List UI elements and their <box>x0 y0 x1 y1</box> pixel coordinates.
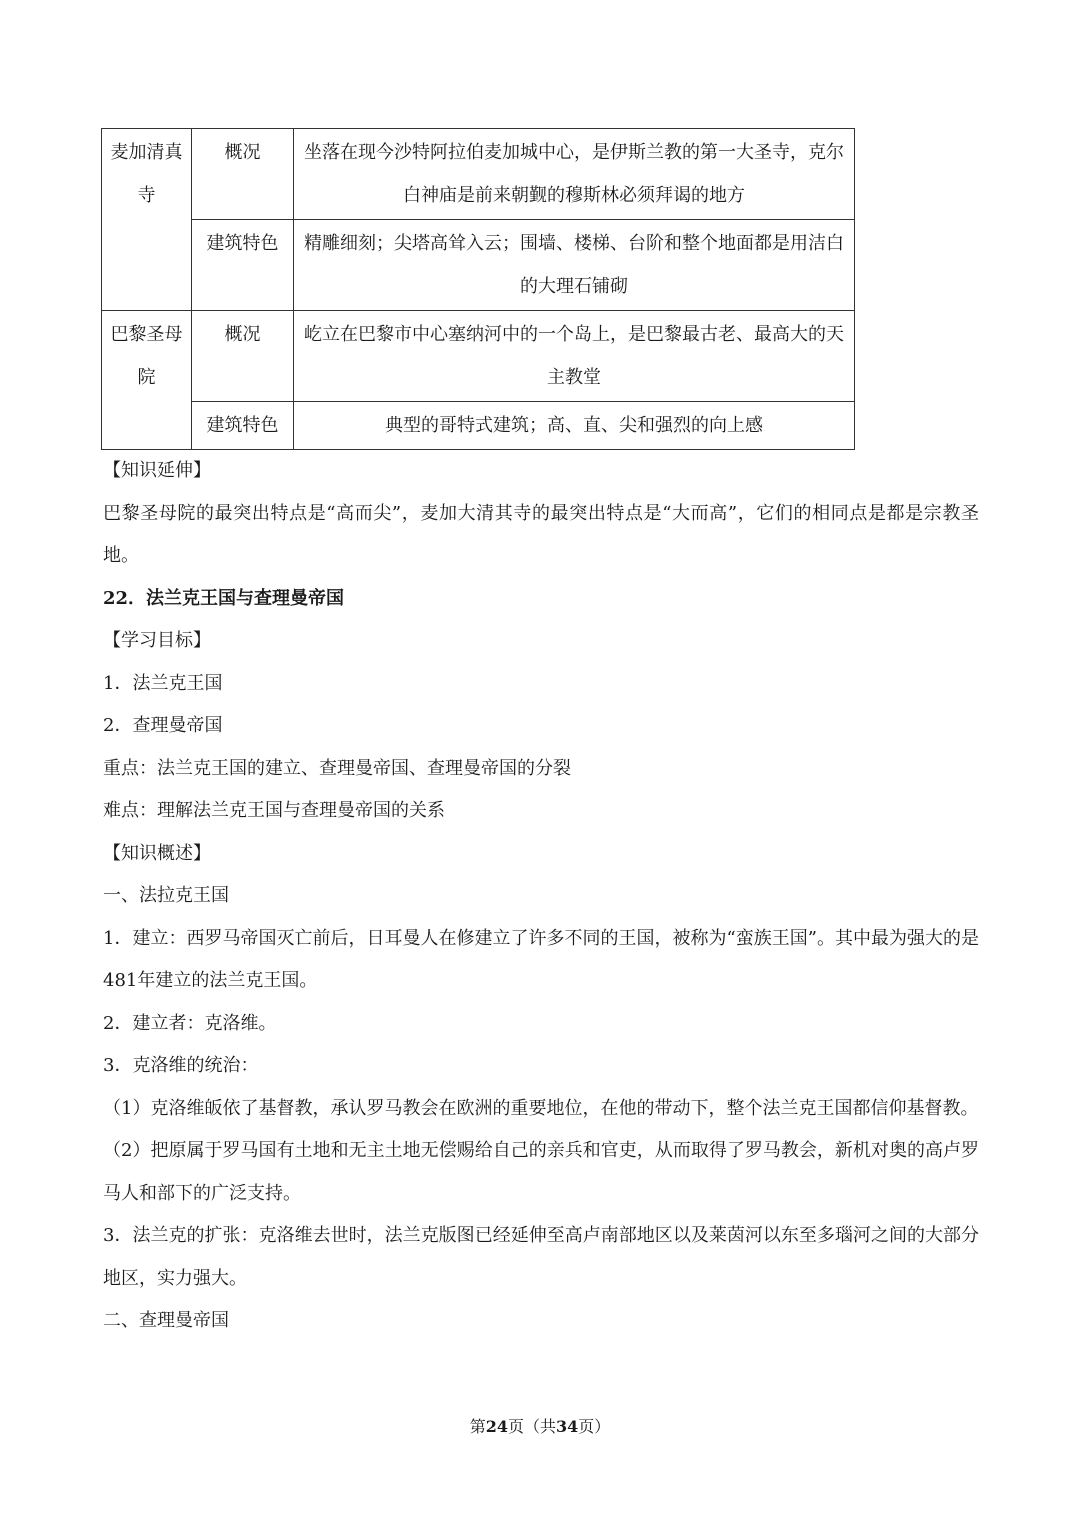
table-cell-content: 坐落在现今沙特阿拉伯麦加城中心，是伊斯兰教的第一大圣寺，克尔白神庙是前来朝觐的穆斯林必须拜谒的地方 <box>294 129 855 220</box>
part-two-title: 二、查理曼帝国 <box>103 1310 229 1331</box>
learning-goal-item: 2．查理曼帝国 <box>103 715 223 736</box>
table-cell-name: 巴黎圣母院 <box>102 311 192 450</box>
table-cell-content: 精雕细刻；尖塔高耸入云；围墙、楼梯、台阶和整个地面都是用洁白的大理石铺砌 <box>294 220 855 311</box>
knowledge-extension-text: 巴黎圣母院的最突出特点是“高而尖”，麦加大清其寺的最突出特点是“大而高”，它们的相同点是都是宗教圣地。 <box>103 502 979 566</box>
current-page-number: 24 <box>485 1417 508 1436</box>
learning-goal-item: 1．法兰克王国 <box>103 672 223 694</box>
section-title: 22．法兰克王国与查理曼帝国 <box>103 587 345 609</box>
footer-prefix: 第 <box>469 1417 486 1436</box>
footer-middle: 页（共 <box>507 1417 556 1436</box>
table-row <box>102 220 855 311</box>
total-page-number: 34 <box>556 1417 579 1436</box>
footer-suffix: 页） <box>578 1417 611 1436</box>
table-cell-content: 典型的哥特式建筑；高、直、尖和强烈的向上感 <box>294 402 855 450</box>
overview-subitem: （2）把原属于罗马国有土地和无主土地无偿赐给自己的亲兵和官吏，从而取得了罗马教会，新机对奥的高卢罗马人和部下的广泛支持。 <box>103 1140 979 1204</box>
overview-subitem: （1）克洛维皈依了基督教，承认罗马教会在欧洲的重要地位，在他的带动下，整个法兰克王国都信仰基督教。 <box>103 1097 979 1119</box>
mosque-cathedral-table <box>101 128 855 450</box>
table-row <box>102 129 855 220</box>
table-cell-name: 麦加清真寺 <box>102 129 192 311</box>
key-point: 重点：法兰克王国的建立、查理曼帝国、查理曼帝国的分裂 <box>103 757 571 779</box>
overview-item: 1．建立：西罗马帝国灭亡前后，日耳曼人在修建立了许多不同的王国，被称为“蛮族王国”。其中最为强大的是481年建立的法兰克王国。 <box>103 927 979 991</box>
table-row <box>102 402 855 450</box>
page-footer <box>0 1414 1080 1437</box>
table-cell-category: 建筑特色 <box>192 402 294 450</box>
table-cell-category: 概况 <box>192 129 294 220</box>
overview-item: 3．克洛维的统治： <box>103 1055 259 1076</box>
knowledge-extension-heading: 【知识延伸】 <box>103 460 211 481</box>
knowledge-overview-heading: 【知识概述】 <box>103 842 211 864</box>
part-one-title: 一、法拉克王国 <box>103 885 229 906</box>
overview-item: 3．法兰克的扩张：克洛维去世时，法兰克版图已经延伸至高卢南部地区以及莱茵河以东至多瑙河之间的大部分地区，实力强大。 <box>103 1225 979 1289</box>
body-text <box>103 450 979 1343</box>
table-cell-category: 建筑特色 <box>192 220 294 311</box>
table-cell-content: 屹立在巴黎市中心塞纳河中的一个岛上，是巴黎最古老、最高大的天主教堂 <box>294 311 855 402</box>
table-cell-category: 概况 <box>192 311 294 402</box>
table-row <box>102 311 855 402</box>
learning-goals-heading: 【学习目标】 <box>103 630 211 651</box>
overview-item: 2．建立者：克洛维。 <box>103 1012 277 1034</box>
difficulty-point: 难点：理解法兰克王国与查理曼帝国的关系 <box>103 800 445 821</box>
